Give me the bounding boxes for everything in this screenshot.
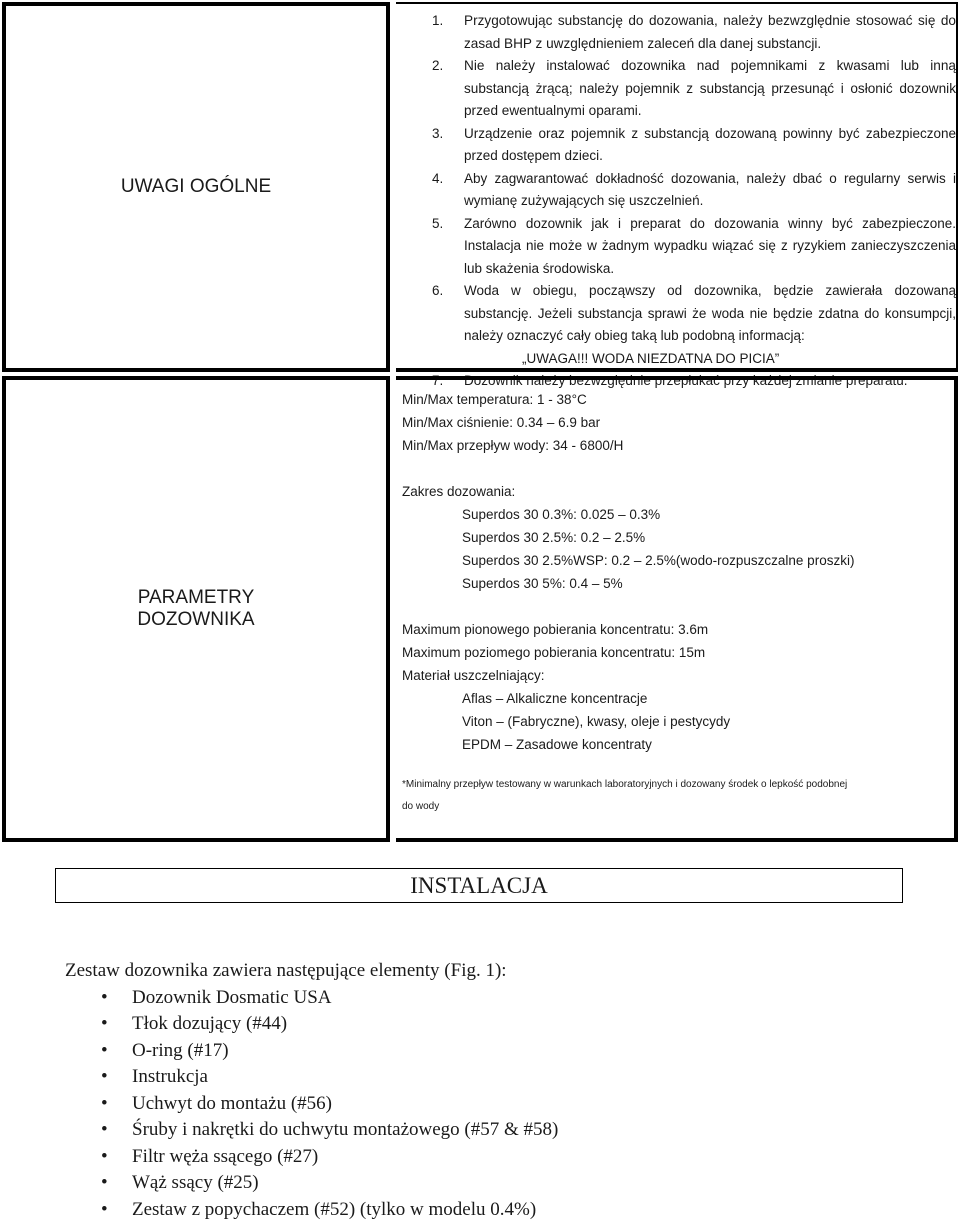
general-notes-label: UWAGI OGÓLNE xyxy=(2,2,390,372)
parameters-row xyxy=(0,374,958,844)
dosing-range-item: Superdos 30 0.3%: 0.025 – 0.3% xyxy=(462,507,661,522)
kit-item: • Zestaw z popychaczem (#52) (tylko w modelu 0.4%) xyxy=(65,1197,945,1223)
warning-label: „UWAGA!!! WODA NIEZDATNA DO PICIA” xyxy=(522,350,780,366)
note-text xyxy=(464,280,956,370)
kit-item: • Dozownik Dosmatic USA xyxy=(65,985,945,1012)
note-text: Nie należy instalować dozownika nad pojemnikami z kwasami lub inną substancją żrącą; należy pojemnik z substancją przesunąć i osłonić dozownik przed ewentualnymi oparami. xyxy=(464,58,956,118)
note-item xyxy=(432,55,956,123)
dosing-range-item: Superdos 30 2.5%WSP: 0.2 – 2.5%(wodo-rozpuszczalne proszki) xyxy=(462,553,855,568)
kit-item: • Wąż ssący (#25) xyxy=(65,1170,945,1197)
general-notes-row xyxy=(0,0,958,388)
kit-list xyxy=(65,985,945,1223)
note-number: 2. xyxy=(432,58,444,73)
seal-material-item: EPDM – Zasadowe koncentraty xyxy=(462,737,652,752)
kit-item: • Uchwyt do montażu (#56) xyxy=(65,1091,945,1118)
parameters-label: PARAMETRY DOZOWNIKA xyxy=(2,376,390,842)
general-notes-cell xyxy=(396,2,958,388)
dosing-range-item: Superdos 30 2.5%: 0.2 – 2.5% xyxy=(462,530,646,545)
note-text: Dozownik należy bezwzględnie przepłukać przy każdej zmianie preparatu. xyxy=(464,373,908,388)
note-body: Woda w obiegu, począwszy od dozownika, będzie zawierała dozowaną substancję. Jeżeli substancja sprawi że woda nie będzie zdatna do konsumpcji, należy oznaczyć cały obieg taką lub podobną informacją: xyxy=(464,283,956,343)
note-item xyxy=(432,168,956,213)
note-item xyxy=(432,10,956,55)
kit-item: • Filtr węża ssącego (#27) xyxy=(65,1144,945,1171)
temperature-range: Min/Max temperatura: 1 - 38°C xyxy=(402,392,587,407)
note-text: Zarówno dozownik jak i preparat do dozowania winny być zabezpieczone. Instalacja nie może w żadnym wypadku wiązać się z ryzykiem zanieczyszczenia lub skażenia środowiska. xyxy=(464,215,956,276)
note-number: 3. xyxy=(432,125,444,141)
note-number: 6. xyxy=(432,283,444,298)
seal-material-item: Aflas – Alkaliczne koncentracje xyxy=(462,691,648,706)
dosing-range-item: Superdos 30 5%: 0.4 – 5% xyxy=(462,576,623,591)
note-number: 5. xyxy=(432,215,444,231)
parameters-list xyxy=(402,388,954,818)
kit-item: • Śruby i nakrętki do uchwytu montażowego (#57 & #58) xyxy=(65,1117,945,1144)
note-number: 1. xyxy=(432,13,444,28)
note-text: Urządzenie oraz pojemnik z substancją dozowaną powinny być zabezpieczone przed dostępem dzieci. xyxy=(464,125,956,163)
note-text: Przygotowując substancję do dozowania, należy bezwzględnie stosować się do zasad BHP z uwzględnieniem zaleceń dla danej substancji. xyxy=(464,13,956,51)
pressure-range: Min/Max ciśnienie: 0.34 – 6.9 bar xyxy=(402,415,601,430)
seal-material-title: Materiał uszczelniający: xyxy=(402,668,545,683)
kit-contents xyxy=(65,958,945,1223)
footnote-line: do wody xyxy=(402,801,440,812)
note-number: 7. xyxy=(432,373,444,388)
note-item xyxy=(432,280,956,370)
kit-item: • Instrukcja xyxy=(65,1064,945,1091)
parameters-cell xyxy=(396,376,958,842)
general-notes-list xyxy=(432,10,956,393)
footnote-line: *Minimalny przepływ testowany w warunkach laboratoryjnych i dozowany środek o lepkość podobnej xyxy=(402,779,848,790)
note-item xyxy=(432,123,956,168)
flow-range: Min/Max przepływ wody: 34 - 6800/H xyxy=(402,438,624,453)
seal-material-item: Viton – (Fabryczne), kwasy, oleje i pestycydy xyxy=(462,714,731,729)
note-text: Aby zagwarantować dokładność dozowania, należy dbać o regularny serwis i wymianę zużywających się uszczelnień. xyxy=(464,170,956,208)
horizontal-suction: Maximum poziomego pobierania koncentratu: 15m xyxy=(402,645,706,660)
installation-heading: INSTALACJA xyxy=(55,868,903,903)
dosing-range-title: Zakres dozowania: xyxy=(402,484,516,499)
kit-intro: Zestaw dozownika zawiera następujące elementy (Fig. 1): xyxy=(65,960,507,981)
vertical-suction: Maximum pionowego pobierania koncentratu: 3.6m xyxy=(402,622,709,637)
note-number: 4. xyxy=(432,170,444,186)
footnote xyxy=(402,774,954,818)
kit-item: • O-ring (#17) xyxy=(65,1038,945,1065)
note-item xyxy=(432,213,956,281)
kit-item: • Tłok dozujący (#44) xyxy=(65,1011,945,1038)
